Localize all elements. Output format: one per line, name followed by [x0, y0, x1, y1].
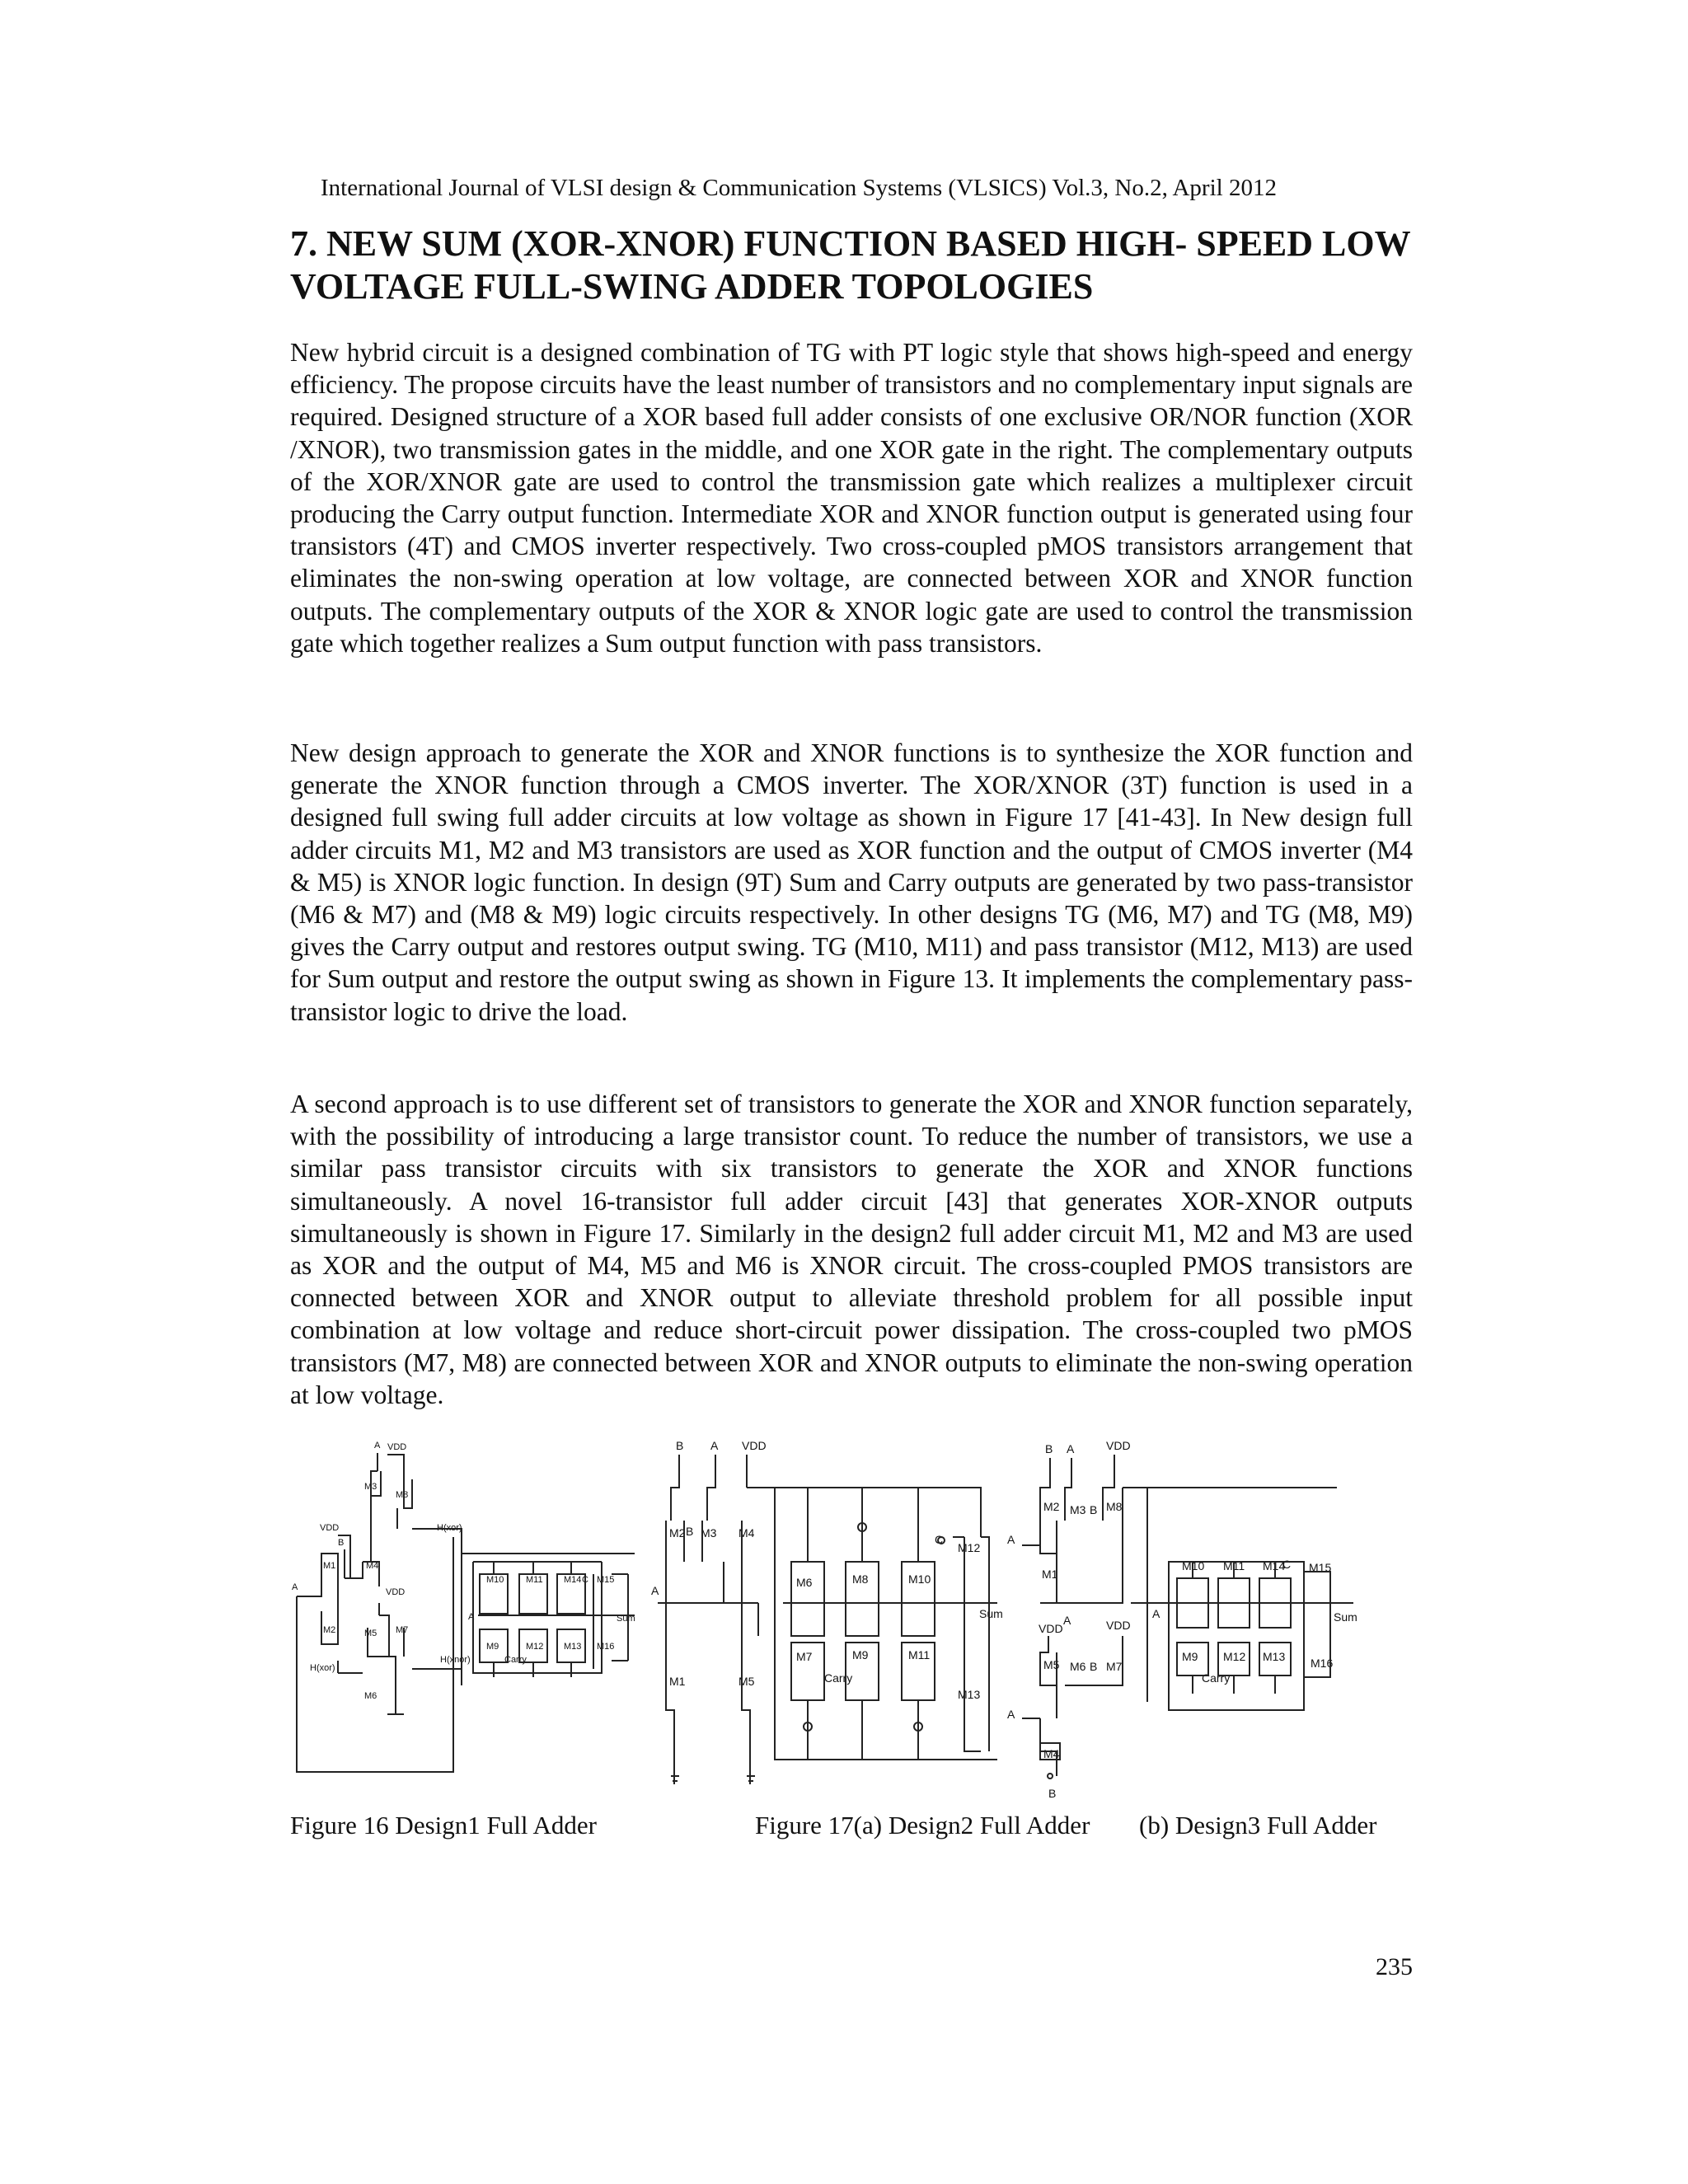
fig16-label-m13: M13: [564, 1642, 582, 1652]
fig17b-label-a-mid: A: [1152, 1607, 1160, 1620]
fig17a-label-m11: M11: [908, 1648, 931, 1661]
fig17b-label-a-left: A: [1007, 1533, 1015, 1546]
fig17a-label-m5: M5: [738, 1675, 755, 1688]
fig16-label-carry: Carry: [504, 1655, 527, 1665]
fig16-label-vdd-mid: VDD: [386, 1587, 406, 1597]
figure-17b-caption: (b) Design3 Full Adder: [1139, 1811, 1377, 1840]
fig17a-label-vdd: VDD: [742, 1439, 767, 1452]
fig17a-label-carry: Carry: [824, 1671, 853, 1685]
paragraph-3: A second approach is to use different set of transistors to generate the XOR and XNOR function separately, with the possibility of introducing a large transistor count. To reduce the number of transistors, we use a similar pass transistor circuits with six transistors to generate the XOR and XNOR functions simultaneously. A novel 16-transistor full adder circuit [43] that generates XOR-XNOR outputs simultaneously is shown in Figure 17. Similarly in the design2 full adder circuit M1, M2 and M3 are used as XOR and the output of M4, M5 and M6 is XNOR circuit. The cross-coupled PMOS transistors are connected between XOR and XNOR output to alleviate threshold problem for all possible input combination at low voltage and reduce short-circuit power dissipation. The cross-coupled two pMOS transistors (M7, M8) are connected between XOR and XNOR outputs to eliminate the non-swing operation at low voltage.: [290, 1090, 1413, 1409]
figure-17b-schematic: [1007, 1438, 1362, 1801]
journal-header: International Journal of VLSI design & Communication Systems (VLSICS) Vol.3, No.2, April 2012: [321, 175, 1277, 201]
fig17b-label-m5: M5: [1043, 1658, 1060, 1671]
fig17b-label-b3: B: [1090, 1660, 1098, 1673]
fig16-label-m8: M8: [396, 1490, 409, 1500]
fig17b-label-b4: B: [1048, 1787, 1057, 1800]
figure-16-schematic: [288, 1438, 643, 1793]
fig17a-label-m6: M6: [796, 1576, 813, 1589]
fig16-label-m7: M7: [396, 1625, 409, 1635]
fig16-label-hxnor: H(xnor): [440, 1655, 471, 1665]
fig17b-label-m9: M9: [1182, 1650, 1198, 1663]
fig16-label-vdd-top: VDD: [387, 1442, 407, 1452]
fig17a-label-m2: M2: [669, 1526, 686, 1540]
page-number: 235: [1376, 1953, 1413, 1980]
fig16-label-a-mid: A: [468, 1612, 475, 1622]
paragraph-2: New design approach to generate the XOR and XNOR functions is to synthesize the XOR function and generate the XNOR function through a CMOS inverter. The XOR/XNOR (3T) function is used in a designed full swing full adder circuits at low voltage as shown in Figure 17 [41-43]. In New design full adder circuits M1, M2 and M3 transistors are used as XOR function and the output of CMOS inverter (M4 & M5) is XNOR logic function. In design (9T) Sum and Carry outputs are generated by two pass-transistor (M6 & M7) and (M8 & M9) logic circuits respectively. In other designs TG (M6, M7) and TG (M8, M9) gives the Carry output and restores output swing. TG (M10, M11) and pass transistor (M12, M13) are used for Sum output and restore the output swing as shown in Figure 13. It implements the complementary pass-transistor logic to drive the load.: [290, 738, 1413, 1026]
figure-17a-caption: Figure 17(a) Design2 Full Adder: [755, 1811, 1090, 1840]
fig17a-label-b2: B: [686, 1525, 694, 1538]
fig17b-label-c: C: [1282, 1558, 1292, 1571]
fig17b-label-b: B: [1045, 1442, 1053, 1455]
fig17b-label-m11: M11: [1223, 1559, 1245, 1572]
fig16-label-m10: M10: [486, 1575, 504, 1585]
fig17a-label-c: C: [935, 1533, 944, 1546]
fig16-label-m3: M3: [364, 1482, 377, 1492]
fig16-label-m1: M1: [323, 1561, 336, 1571]
fig17a-label-b: B: [676, 1439, 684, 1452]
fig17a-label-m7: M7: [796, 1650, 813, 1663]
fig16-label-m16: M16: [597, 1642, 615, 1652]
fig17b-label-vdd: VDD: [1106, 1439, 1131, 1452]
fig16-label-hxor-low: H(xor): [310, 1663, 335, 1673]
section-title: 7. NEW SUM (XOR-XNOR) FUNCTION BASED HIGH- SPEED LOW VOLTAGE FULL-SWING ADDER TOPOLOGIES: [290, 223, 1410, 307]
fig17a-label-m4: M4: [738, 1526, 755, 1540]
fig17b-label-m2: M2: [1043, 1500, 1060, 1513]
fig17b-label-m13: M13: [1263, 1650, 1286, 1663]
fig17b-label-m6: M6: [1070, 1660, 1086, 1673]
fig17b-label-vdd2: VDD: [1039, 1622, 1063, 1635]
fig17b-label-m7: M7: [1106, 1660, 1123, 1673]
fig16-label-m9: M9: [486, 1642, 499, 1652]
fig16-label-m4: M4: [366, 1561, 379, 1571]
fig17b-label-carry: Carry: [1202, 1671, 1231, 1685]
fig17a-label-a: A: [710, 1439, 719, 1452]
fig17a-label-m8: M8: [852, 1572, 869, 1586]
fig17b-label-a2: A: [1063, 1614, 1071, 1627]
fig16-label-m6: M6: [364, 1691, 377, 1701]
fig16-label-c: C: [582, 1575, 588, 1585]
fig16-label-vdd-left: VDD: [320, 1523, 340, 1533]
fig17b-label-m1: M1: [1042, 1568, 1058, 1581]
fig17b-label-m3: M3: [1070, 1503, 1086, 1516]
fig17a-label-sum: Sum: [979, 1607, 1003, 1620]
fig16-label-m5: M5: [364, 1629, 377, 1638]
figure-16-caption: Figure 16 Design1 Full Adder: [290, 1811, 597, 1840]
fig17a-label-a-left: A: [651, 1584, 659, 1597]
fig17b-label-m10: M10: [1182, 1559, 1205, 1572]
fig16-label-b: B: [338, 1538, 345, 1548]
fig17a-label-m12: M12: [958, 1541, 981, 1554]
fig16-label-sum: Sum: [617, 1614, 635, 1624]
fig16-label-m11: M11: [526, 1575, 543, 1585]
fig16-label-m12: M12: [526, 1642, 544, 1652]
fig16-label-hxor: H(xor): [437, 1523, 462, 1533]
fig17a-label-m10: M10: [908, 1572, 931, 1586]
fig17b-label-m14: M14: [1263, 1559, 1286, 1572]
figure-17a-schematic: [651, 1438, 1006, 1801]
fig17a-label-m9: M9: [852, 1648, 869, 1661]
fig17b-label-m4: M4: [1043, 1747, 1060, 1760]
fig16-label-m14: M14: [564, 1575, 582, 1585]
fig17b-label-a: A: [1067, 1442, 1075, 1455]
fig17b-label-sum: Sum: [1334, 1610, 1357, 1624]
fig17b-label-b2: B: [1090, 1503, 1098, 1516]
paragraph-1: New hybrid circuit is a designed combination of TG with PT logic style that shows high-speed and energy efficiency. The propose circuits have the least number of transistors and no complementary input signals are required. Designed structure of a XOR based full adder consists of one exclusive OR/NOR function (XOR /XNOR), two transmission gates in the middle, and one XOR gate in the right. The complementary outputs of the XOR/XNOR gate are used to control the transmission gate which realizes a multiplexer circuit producing the Carry output function. Intermediate XOR and XNOR function output is generated using four transistors (4T) and CMOS inverter respectively. Two cross-coupled pMOS transistors arrangement that eliminates the non-swing operation at low voltage, are connected between XOR and XNOR function outputs. The complementary outputs of the XOR & XNOR logic gate are used to control the transmission gate which together realizes a Sum output function with pass transistors.: [290, 338, 1413, 658]
fig17b-label-a3: A: [1007, 1708, 1015, 1721]
fig16-label-a-left: A: [292, 1582, 298, 1592]
fig17b-label-m12: M12: [1223, 1650, 1246, 1663]
fig17a-label-m13: M13: [958, 1688, 981, 1701]
fig17a-label-m3: M3: [701, 1526, 717, 1540]
fig16-label-m2: M2: [323, 1625, 336, 1635]
fig16-label-a-top: A: [374, 1441, 381, 1451]
fig17b-label-m16: M16: [1311, 1657, 1334, 1670]
fig16-label-m15: M15: [597, 1575, 615, 1585]
fig17b-label-m15: M15: [1309, 1561, 1332, 1574]
fig17b-label-vdd3: VDD: [1106, 1619, 1131, 1632]
fig17a-label-m1: M1: [669, 1675, 686, 1688]
fig17b-label-m8: M8: [1106, 1500, 1123, 1513]
